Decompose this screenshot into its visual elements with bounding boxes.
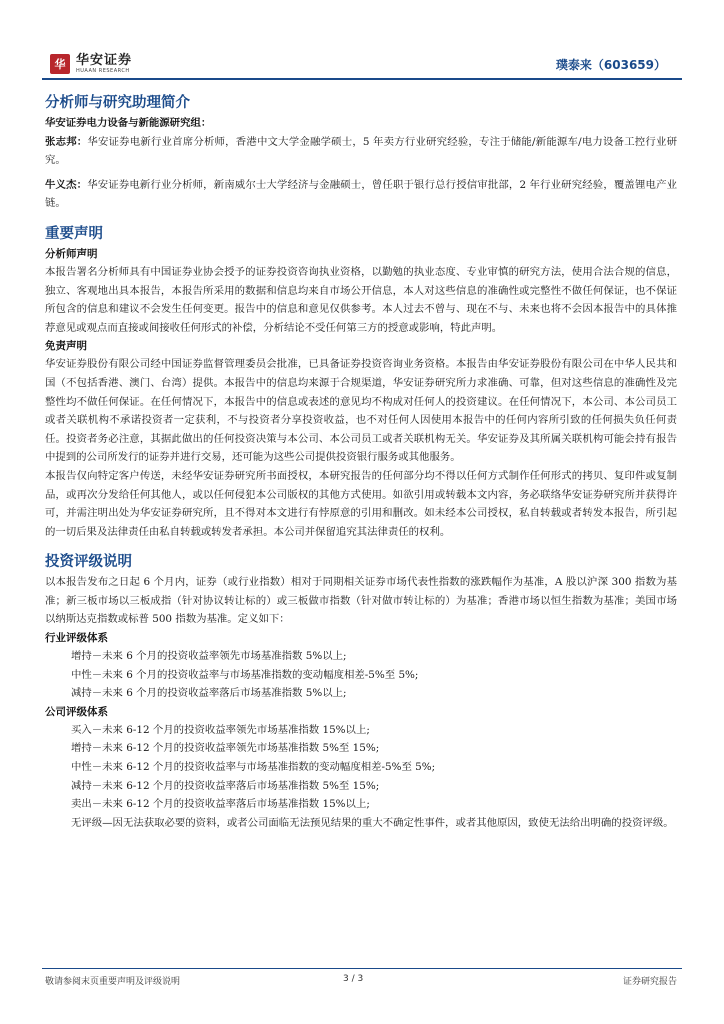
- industry-rating-item: 中性－未来 6 个月的投资收益率与市场基准指数的变动幅度相差-5%至 5%;: [71, 668, 419, 681]
- header-divider: [42, 78, 682, 80]
- footer-disclaimer-note: 敬请参阅末页重要声明及评级说明: [45, 977, 181, 987]
- company-rating-title: 公司评级体系: [45, 705, 108, 718]
- logo-icon: 华: [50, 54, 70, 74]
- industry-rating-title: 行业评级体系: [45, 632, 108, 645]
- company-logo: [50, 54, 132, 74]
- rating-intro: 以本报告发布之日起 6 个月内，证券（或行业指数）相对于同期相关证券市场代表性指数的涨跌幅作为基准，A 股以沪深 300 指数为基准；新三板市场以三板成指（针对协议转让标的）或三板做市指数（针对做市转让标的）为基准；香港市场以恒生指数为基准；美国市场以纳斯达克指数或标普 500 指数为基准。定义如下：: [45, 576, 677, 626]
- analyst-section-title: 分析师与研究助理简介: [45, 95, 190, 111]
- analyst-statement-text: 本报告署名分析师具有中国证券业协会授予的证券投资咨询执业资格，以勤勉的执业态度、专业审慎的研究方法，使用合法合规的信息，独立、客观地出具本报告，本报告所采用的数据和信息均来自市场公开信息，本人对这些信息的准确性或完整性不做任何保证，也不保证所包含的信息和建议不会发生任何变更。报告中的信息和意见仅供参考。本人过去不曾与、现在不与、未来也将不会因本报告中的具体推荐意见或观点而直接或间接收任何形式的补偿，分析结论不受任何第三方的授意或影响，特此声明。: [45, 265, 677, 334]
- analyst-bio: [45, 176, 677, 213]
- analyst-bio: [45, 133, 677, 170]
- page-number: 3 / 3: [343, 974, 364, 984]
- company-rating-item: 中性－未来 6-12 个月的投资收益率与市场基准指数的变动幅度相差-5%至 5%;: [71, 761, 436, 774]
- company-rating-item: 卖出－未来 6-12 个月的投资收益率落后市场基准指数 15%以上;: [71, 798, 370, 811]
- analyst-description: 华安证券电新行业首席分析师，香港中文大学金融学硕士，5 年卖方行业研究经验，专注于储能/新能源车/电力设备工控行业研究。: [45, 135, 677, 167]
- company-rating-item: 无评级—因无法获取必要的资料，或者公司面临无法预见结果的重大不确定性事件，或者其他原因，致使无法给出明确的投资评级。: [71, 816, 674, 829]
- logo-name-en: HUAAN RESEARCH: [76, 68, 130, 74]
- page-header: [0, 0, 724, 92]
- page-content: [45, 92, 677, 832]
- analyst-description: 华安证券电新行业分析师，新南威尔士大学经济与金融硕士，曾任职于银行总行授信审批部，2 年行业研究经验，覆盖锂电产业链。: [45, 178, 677, 210]
- company-rating-item: 增持－未来 6-12 个月的投资收益率领先市场基准指数 5%至 15%;: [71, 742, 380, 755]
- footer-report-type: 证券研究报告: [622, 977, 677, 987]
- industry-rating-item: 减持－未来 6 个月的投资收益率落后市场基准指数 5%以上;: [71, 687, 347, 700]
- exemption-paragraph: 本报告仅向特定客户传送，未经华安证券研究所书面授权，本研究报告的任何部分均不得以任何方式制作任何形式的拷贝、复印件或复制品，或再次分发给任何其他人，或以任何侵犯本公司版权的其他方式使用。如欲引用或转载本文内容，务必联络华安证券研究所并获得许可，并需注明出处为华安证券研究所，且不得对本文进行有悖原意的引用和删改。如未经本公司授权，私自转载或者转发本报告，所引起的一切后果及法律责任由私自转载或转发者承担。本公司并保留追究其法律责任的权利。: [45, 469, 677, 538]
- header-company-code: 璞泰来（603659）: [555, 58, 666, 72]
- analyst-name: 张志邦：: [45, 135, 88, 148]
- team-name: 华安证券电力设备与新能源研究组：: [45, 117, 212, 129]
- analyst-name: 牛义杰：: [45, 178, 88, 191]
- industry-rating-item: 增持－未来 6 个月的投资收益率领先市场基准指数 5%以上;: [71, 650, 347, 663]
- company-rating-item: 减持－未来 6-12 个月的投资收益率落后市场基准指数 5%至 15%;: [71, 779, 380, 792]
- exemption-title: 免责声明: [45, 340, 87, 353]
- exemption-paragraph: 华安证券股份有限公司经中国证券监督管理委员会批准，已具备证券投资咨询业务资格。本报告由华安证券股份有限公司在中华人民共和国（不包括香港、澳门、台湾）提供。本报告中的信息均来源于合规渠道，华安证券研究所力求准确、可靠，但对这些信息的准确性及完整性均不做任何保证。在任何情况下，本报告中的信息或表述的意见均不构成对任何人的投资建议。在任何情况下，本公司、本公司员工或者关联机构不承诺投资者一定获利，不与投资者分享投资收益，也不对任何人因使用本报告中的任何内容所引致的任何损失负任何责任。投资者务必注意，其据此做出的任何投资决策与本公司、本公司员工或者关联机构无关。华安证券及其所属关联机构可能会持有报告中提到的公司所发行的证券并进行交易，还可能为这些公司提供投资银行服务或其他服务。: [45, 358, 677, 464]
- disclaimer-section-title: 重要声明: [45, 225, 103, 242]
- footer-divider: [42, 968, 682, 969]
- rating-section-title: 投资评级说明: [45, 554, 132, 571]
- page-footer: [45, 974, 677, 990]
- analyst-statement-title: 分析师声明: [45, 247, 98, 260]
- logo-name-cn: 华安证券: [76, 53, 133, 68]
- company-rating-item: 买入－未来 6-12 个月的投资收益率领先市场基准指数 15%以上;: [71, 723, 370, 736]
